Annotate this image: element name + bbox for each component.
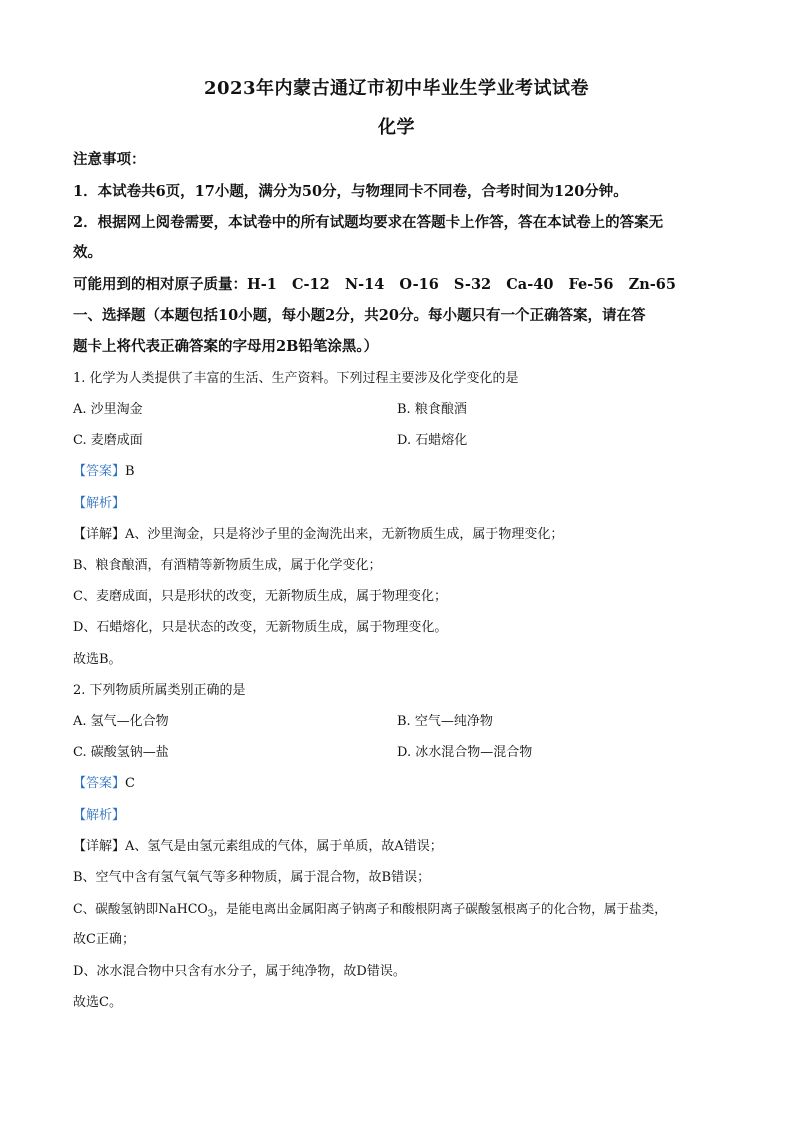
notice-item-2-cont: 效。 [73, 244, 102, 261]
q1-detail-a [73, 525, 723, 545]
q1-analysis [73, 494, 723, 514]
q1-answer [73, 462, 723, 482]
q2-option-d: D. 冰水混合物—混合物 [397, 745, 533, 760]
q2-option-c: C. 碳酸氢钠—盐 [73, 745, 169, 760]
q2-answer-value: C [125, 776, 135, 791]
q2-answer [73, 774, 723, 794]
q1-detail-d: D、石蜡熔化，只是状态的改变，无新物质生成，属于物理变化。 [73, 620, 448, 635]
q1-detail-a-text: A、沙里淘金，只是将沙子里的金淘洗出来，无新物质生成，属于物理变化； [125, 527, 564, 542]
q1-stem: 1. 化学为人类提供了丰富的生活、生产资料。下列过程主要涉及化学变化的是 [73, 371, 519, 386]
q1-option-d: D. 石蜡熔化 [397, 433, 468, 448]
notice-item-2: 2．根据网上阅卷需要，本试卷中的所有试题均要求在答题卡上作答，答在本试卷上的答案无 [73, 214, 664, 231]
q2-answer-tag: 【答案】 [73, 776, 126, 791]
atomic-masses: 可能用到的相对原子质量：H-1 C-12 N-14 O-16 S-32 Ca-40 Fe-56 Zn-65 [73, 276, 676, 293]
q2-conclusion: 故选C。 [73, 995, 122, 1010]
notice-heading: 注意事项： [73, 151, 146, 168]
q2-detail-c-pre: C、碳酸氢钠即NaHCO [73, 901, 208, 916]
q2-detail-c-cont: 故C正确； [73, 932, 135, 947]
q2-detail-c-subscript: 3 [207, 909, 214, 920]
q2-option-b: B. 空气—纯净物 [397, 714, 493, 729]
q2-detail-a-text: A、氢气是由氢元素组成的气体，属于单质，故A错误； [125, 839, 443, 854]
q2-analysis [73, 806, 723, 826]
q1-option-b: B. 粮食酿酒 [397, 402, 467, 417]
q1-answer-tag: 【答案】 [73, 464, 126, 479]
q2-detail-a [73, 837, 723, 857]
notice-item-1: 1．本试卷共6页，17小题，满分为50分，与物理同卡不同卷，合考时间为120分钟。 [73, 183, 628, 200]
q2-analysis-tag: 【解析】 [73, 808, 126, 823]
q2-option-a: A. 氢气—化合物 [73, 714, 169, 729]
q1-detail-c: C、麦磨成面，只是形状的改变，无新物质生成，属于物理变化； [73, 589, 447, 604]
q1-analysis-tag: 【解析】 [73, 496, 126, 511]
subject-title: 化学 [378, 117, 415, 138]
exam-title: 2023年内蒙古通辽市初中毕业生学业考试试卷 [203, 78, 590, 99]
q2-detail-c [73, 899, 723, 925]
q2-detail-b: B、空气中含有氢气氧气等多种物质，属于混合物，故B错误； [73, 870, 431, 885]
q1-option-c: C. 麦磨成面 [73, 433, 143, 448]
q2-detail-c-post: ，是能电离出金属阳离子钠离子和酸根阴离子碳酸氢根离子的化合物，属于盐类， [213, 901, 667, 916]
q1-answer-value: B [125, 464, 135, 479]
q1-detail-tag: 【详解】 [73, 527, 126, 542]
section-heading-cont: 题卡上将代表正确答案的字母用2B铅笔涂黑。） [73, 338, 379, 355]
q2-detail-d: D、冰水混合物中只含有水分子，属于纯净物，故D错误。 [73, 964, 406, 979]
section-heading: 一、选择题（本题包括10小题，每小题2分，共20分。每小题只有一个正确答案，请在答 [73, 307, 646, 324]
q1-conclusion: 故选B。 [73, 652, 122, 667]
q2-stem: 2. 下列物质所属类别正确的是 [73, 683, 246, 698]
q2-detail-tag: 【详解】 [73, 839, 126, 854]
q1-detail-b: B、粮食酿酒，有酒精等新物质生成，属于化学变化； [73, 558, 382, 573]
q1-option-a: A. 沙里淘金 [73, 402, 143, 417]
